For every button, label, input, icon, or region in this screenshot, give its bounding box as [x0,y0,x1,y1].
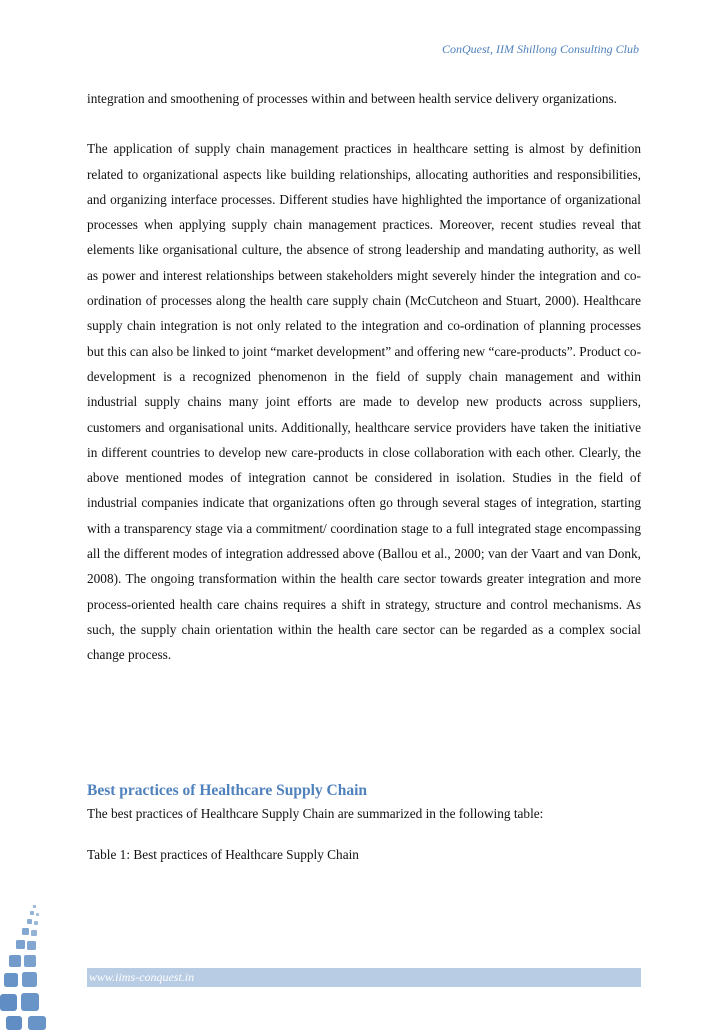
deco-square [30,911,34,915]
deco-square [31,930,37,936]
section-intro-text: The best practices of Healthcare Supply Chain are summarized in the following table: [87,806,544,821]
deco-square [36,913,39,916]
deco-square [0,994,17,1011]
section-heading: Best practices of Healthcare Supply Chain [87,782,367,799]
paragraph-supply-chain-practices: The application of supply chain management practices in healthcare setting is almost by definition related to organizational aspects like building relationships, allocating authorities and responsibilities, and organizing interface processes. Different studies have highlighted the importance of organizational processes when applying supply chain management practices. Moreover, recent studies reveal that elements like organisational culture, the absence of strong leadership and mandating authority, as well as power and interest relationships between stakeholders might severely hinder the integration and co-ordination of processes along the health care supply chain (McCutcheon and Stuart, 2000). Healthcare supply chain integration is not only related to the integration and co-ordination of planning processes but this can also be linked to joint “market development” and offering new “care-products”. Product co-development is a recognized phenomenon in the field of supply chain management and within industrial supply chains many joint efforts are made to develop new products across suppliers, customers and organisational units. Additionally, healthcare service providers have taken the initiative in different countries to develop new care-products in close collaboration with each other. Clearly, the above mentioned modes of integration cannot be considered in isolation. Studies in the field of industrial companies indicate that organizations often go through several stages of integration, starting with a transparency stage via a commitment/ coordination stage to a full integrated stage encompassing all the different modes of integration addressed above (Ballou et al., 2000; van der Vaart and van Donk, 2008). The ongoing transformation within the health care sector towards greater integration and more process-oriented health care chains requires a shift in strategy, structure and control mechanisms. As such, the supply chain orientation within the health care sector can be regarded as a complex social change process. [87,141,641,663]
deco-square [27,941,36,950]
deco-square [6,1016,22,1030]
page-header-title: ConQuest, IIM Shillong Consulting Club [441,42,639,56]
deco-square [21,993,39,1011]
deco-square [28,1016,46,1030]
deco-square [9,955,21,967]
deco-square [33,905,36,908]
footer-bar [87,968,641,987]
decorative-squares-graphic [0,900,60,1030]
paragraph-continuation: integration and smoothening of processes within and between health service delivery organizations. [87,91,617,106]
deco-square [24,955,36,967]
deco-square [4,973,18,987]
deco-square [16,940,25,949]
deco-square [22,928,29,935]
deco-square [22,972,37,987]
footer-url: www.iims-conquest.in [89,970,195,984]
table-caption: Table 1: Best practices of Healthcare Supply Chain [87,847,359,862]
body-text [87,86,641,668]
deco-square [27,919,32,924]
deco-square [34,921,38,925]
